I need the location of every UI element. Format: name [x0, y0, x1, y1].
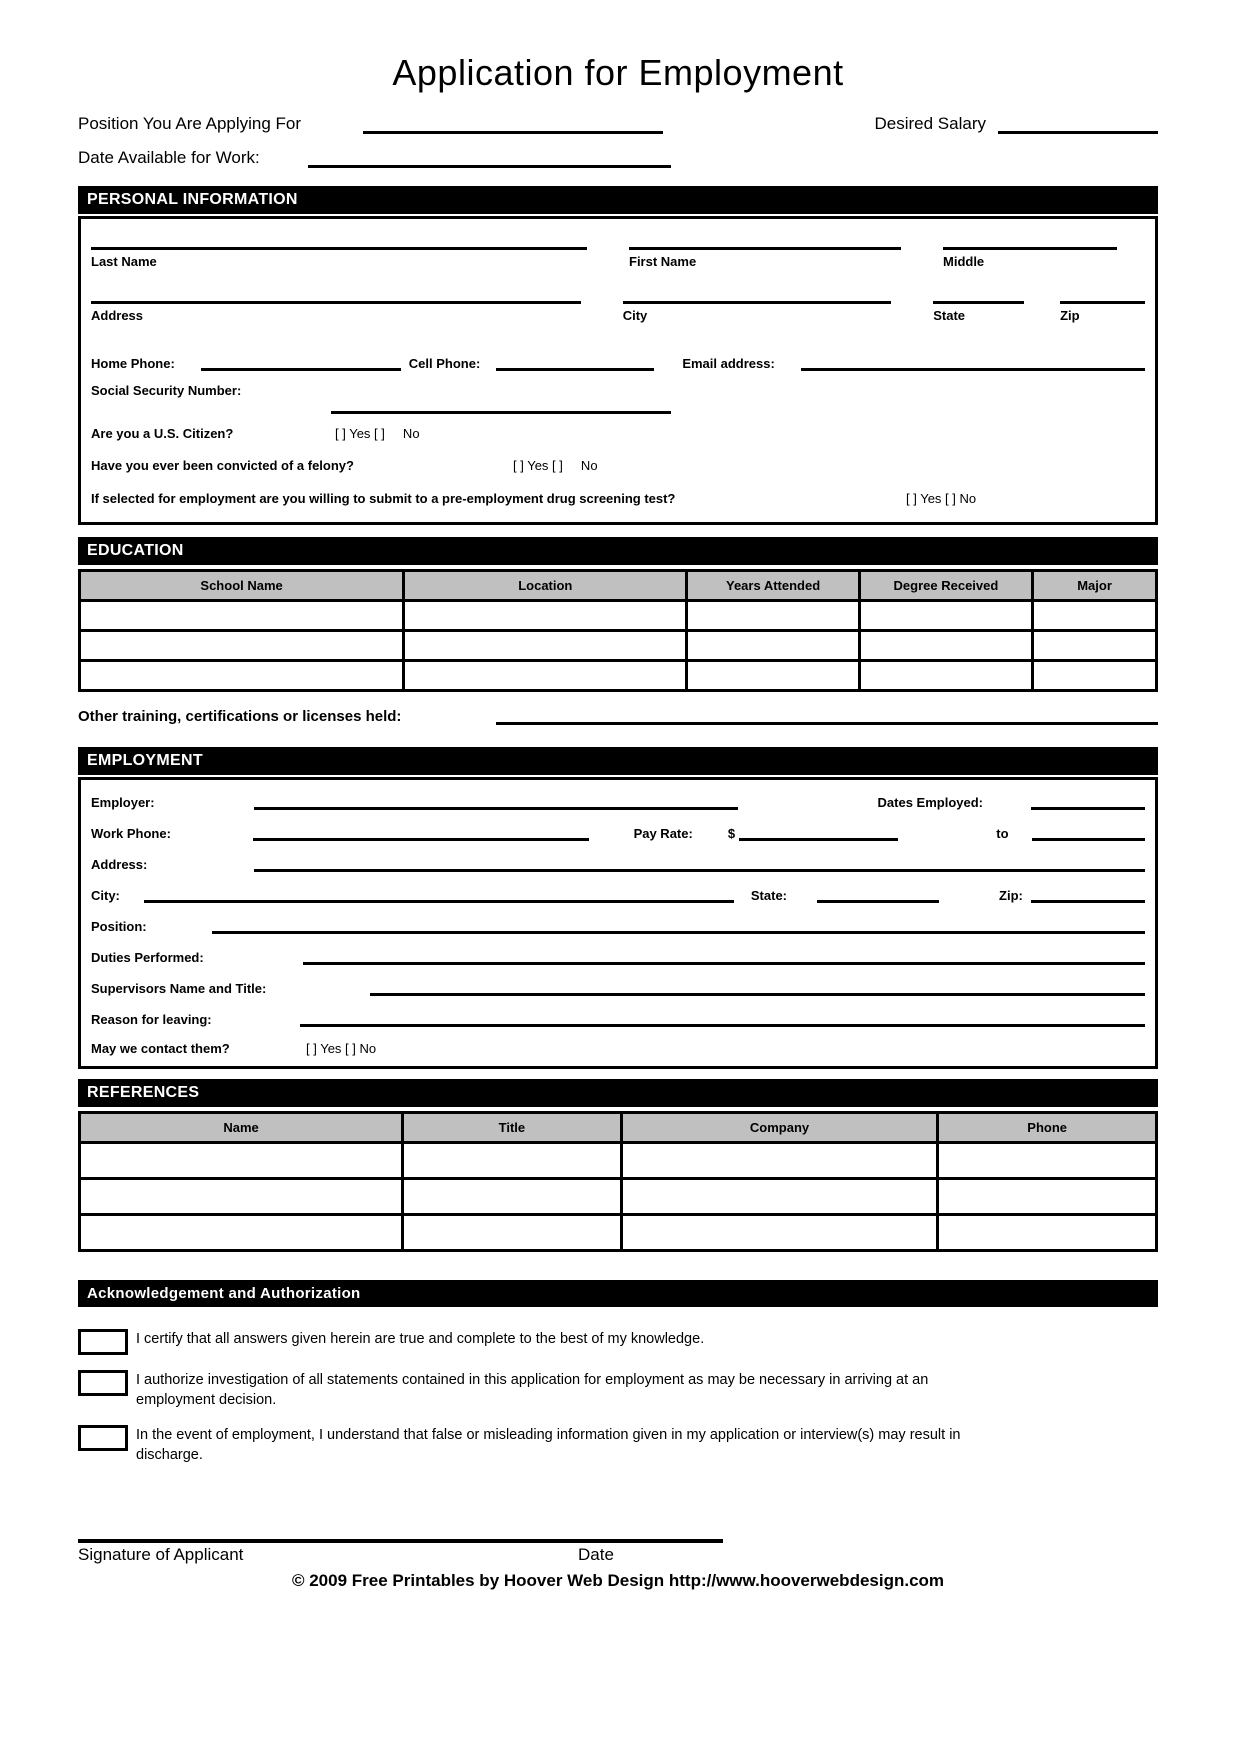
- discharge-statement: In the event of employment, I understand that false or misleading information given in my application or interview(s) may result in discharge.: [136, 1427, 961, 1463]
- employer-zip-label: Zip:: [999, 888, 1023, 903]
- references-row: [80, 1215, 1157, 1251]
- section-references-header: REFERENCES: [78, 1079, 1158, 1107]
- education-cell[interactable]: [404, 631, 687, 661]
- dates-employed-fill-line[interactable]: [1031, 794, 1145, 810]
- references-cell[interactable]: [621, 1179, 938, 1215]
- employer-state-fill-line[interactable]: [817, 887, 939, 903]
- references-table: [78, 1111, 1158, 1252]
- supervisor-row: [81, 980, 1155, 996]
- date-available-row: [78, 148, 1158, 168]
- acknowledgement-item: [78, 1370, 1158, 1410]
- first-name-field[interactable]: [629, 247, 901, 271]
- contact-yes-no-checkboxes[interactable]: [ ] Yes [ ] No: [306, 1041, 377, 1056]
- education-col-major: Major: [1033, 571, 1157, 601]
- education-cell[interactable]: [80, 601, 404, 631]
- references-cell[interactable]: [403, 1143, 622, 1179]
- education-cell[interactable]: [1033, 661, 1157, 691]
- employer-zip-fill-line[interactable]: [1031, 887, 1145, 903]
- drug-screening-question: If selected for employment are you willing to submit to a pre-employment drug screening test?: [91, 491, 676, 506]
- section-education-header: EDUCATION: [78, 537, 1158, 565]
- references-col-name: Name: [80, 1113, 403, 1143]
- felony-question: Have you ever been convicted of a felony?: [91, 458, 354, 473]
- ssn-row: [81, 383, 1155, 398]
- position-row: [81, 918, 1155, 934]
- currency-symbol: $: [727, 826, 736, 841]
- date-available-fill-line[interactable]: [308, 152, 671, 168]
- reason-leaving-fill-line[interactable]: [300, 1011, 1145, 1027]
- ssn-label: Social Security Number:: [91, 383, 242, 398]
- email-label: Email address:: [682, 356, 775, 371]
- signature-fill-line[interactable]: [78, 1523, 723, 1543]
- felony-yes-no-checkboxes[interactable]: [ ] Yes [ ] No: [513, 458, 598, 473]
- signature-label: Signature of Applicant: [78, 1545, 244, 1564]
- city-field[interactable]: [623, 301, 892, 325]
- duties-label: Duties Performed:: [91, 950, 204, 965]
- authorize-statement: I authorize investigation of all statements contained in this application for employment as may be necessary in arriving at an employment decision.: [136, 1372, 929, 1408]
- education-cell[interactable]: [859, 661, 1032, 691]
- acknowledgement-item: [78, 1425, 1158, 1465]
- education-col-years-attended: Years Attended: [687, 571, 859, 601]
- email-fill-line[interactable]: [801, 355, 1145, 371]
- work-phone-fill-line[interactable]: [253, 825, 588, 841]
- other-training-label: Other training, certifications or licenses held:: [78, 708, 402, 725]
- references-header-row: [80, 1113, 1157, 1143]
- desired-salary-label: Desired Salary: [874, 114, 986, 133]
- employer-row: [81, 794, 1155, 810]
- authorize-checkbox[interactable]: [78, 1370, 128, 1396]
- felony-row: [81, 458, 1155, 473]
- last-name-label: Last Name: [91, 254, 157, 269]
- references-cell[interactable]: [80, 1179, 403, 1215]
- phones-row: [81, 355, 1155, 371]
- references-cell[interactable]: [938, 1215, 1157, 1251]
- education-cell[interactable]: [859, 631, 1032, 661]
- education-row: [80, 601, 1157, 631]
- position-held-fill-line[interactable]: [212, 918, 1145, 934]
- education-row: [80, 661, 1157, 691]
- education-header-row: [80, 571, 1157, 601]
- address-label: Address: [91, 308, 144, 323]
- references-cell[interactable]: [80, 1143, 403, 1179]
- education-cell[interactable]: [859, 601, 1032, 631]
- section-personal-header: PERSONAL INFORMATION: [78, 186, 1158, 214]
- reason-leaving-label: Reason for leaving:: [91, 1012, 212, 1027]
- education-cell[interactable]: [80, 631, 404, 661]
- work-phone-label: Work Phone:: [91, 826, 171, 841]
- citizen-row: [81, 426, 1155, 441]
- city-label: City: [622, 308, 648, 323]
- zip-label: Zip: [1060, 308, 1080, 323]
- acknowledgement-item: [78, 1329, 1158, 1355]
- education-cell[interactable]: [1033, 601, 1157, 631]
- drug-screening-row: [81, 491, 1155, 506]
- pay-rate-from-fill-line[interactable]: [739, 825, 898, 841]
- employer-address-fill-line[interactable]: [254, 856, 1145, 872]
- date-label: Date: [578, 1545, 614, 1564]
- employer-city-row: [81, 887, 1155, 903]
- first-name-label: First Name: [629, 254, 697, 269]
- duties-row: [81, 949, 1155, 965]
- supervisor-fill-line[interactable]: [370, 980, 1145, 996]
- signature-block: [78, 1523, 1158, 1591]
- address-row: [81, 301, 1155, 325]
- dates-employed-label: Dates Employed:: [877, 795, 983, 810]
- may-we-contact-question: May we contact them?: [91, 1041, 230, 1056]
- work-phone-row: [81, 825, 1155, 841]
- section-employment-box: [78, 777, 1158, 1069]
- acknowledgement-statements: [78, 1329, 1158, 1465]
- discharge-checkbox[interactable]: [78, 1425, 128, 1451]
- references-cell[interactable]: [621, 1143, 938, 1179]
- date-available-label: Date Available for Work:: [78, 148, 260, 167]
- references-cell[interactable]: [403, 1179, 622, 1215]
- ssn-line-row: [81, 398, 1155, 414]
- education-cell[interactable]: [687, 661, 859, 691]
- position-held-label: Position:: [91, 919, 147, 934]
- last-name-field[interactable]: [91, 247, 587, 271]
- education-cell[interactable]: [404, 661, 687, 691]
- education-row: [80, 631, 1157, 661]
- middle-name-field[interactable]: [943, 247, 1117, 271]
- education-table: [78, 569, 1158, 692]
- education-cell[interactable]: [1033, 631, 1157, 661]
- education-col-school-name: School Name: [80, 571, 404, 601]
- position-fill-line[interactable]: [363, 118, 663, 134]
- education-col-degree-received: Degree Received: [859, 571, 1032, 601]
- references-cell[interactable]: [621, 1215, 938, 1251]
- references-cell[interactable]: [938, 1179, 1157, 1215]
- home-phone-fill-line[interactable]: [201, 355, 401, 371]
- education-cell[interactable]: [687, 601, 859, 631]
- position-salary-row: [78, 114, 1158, 134]
- middle-name-label: Middle: [943, 254, 985, 269]
- references-col-title: Title: [403, 1113, 622, 1143]
- references-row: [80, 1179, 1157, 1215]
- position-label: Position You Are Applying For: [78, 114, 302, 133]
- citizen-yes-no-checkboxes[interactable]: [ ] Yes [ ] No: [335, 426, 420, 441]
- education-cell[interactable]: [687, 631, 859, 661]
- certify-statement: I certify that all answers given herein are true and complete to the best of my knowledge.: [136, 1331, 705, 1347]
- cell-phone-fill-line[interactable]: [496, 355, 654, 371]
- address-field[interactable]: [91, 301, 581, 325]
- name-row: [81, 247, 1155, 271]
- education-cell[interactable]: [404, 601, 687, 631]
- employer-label: Employer:: [91, 795, 155, 810]
- duties-fill-line[interactable]: [303, 949, 1145, 965]
- pay-rate-to-label: to: [996, 826, 1009, 841]
- references-row: [80, 1143, 1157, 1179]
- education-col-location: Location: [404, 571, 687, 601]
- state-field[interactable]: [933, 301, 1024, 325]
- employer-address-row: [81, 856, 1155, 872]
- cell-phone-label: Cell Phone:: [408, 356, 481, 371]
- may-we-contact-row: [81, 1041, 1155, 1056]
- section-employment-header: EMPLOYMENT: [78, 747, 1158, 775]
- certify-checkbox[interactable]: [78, 1329, 128, 1355]
- references-cell[interactable]: [80, 1215, 403, 1251]
- signature-labels-row: [78, 1545, 1158, 1569]
- drug-yes-no-checkboxes[interactable]: [ ] Yes [ ] No: [906, 491, 977, 506]
- employer-city-fill-line[interactable]: [144, 887, 734, 903]
- employer-fill-line[interactable]: [254, 794, 738, 810]
- other-training-fill-line[interactable]: [496, 709, 1158, 725]
- state-label: State: [933, 308, 966, 323]
- page-title: Application for Employment: [392, 52, 844, 93]
- references-col-phone: Phone: [938, 1113, 1157, 1143]
- other-training-row: [78, 708, 1158, 725]
- desired-salary-fill-line[interactable]: [998, 118, 1158, 134]
- employer-address-label: Address:: [91, 857, 148, 872]
- references-col-company: Company: [621, 1113, 938, 1143]
- references-cell[interactable]: [938, 1143, 1157, 1179]
- pay-rate-to-fill-line[interactable]: [1032, 825, 1145, 841]
- citizen-question: Are you a U.S. Citizen?: [91, 426, 234, 441]
- reason-leaving-row: [81, 1011, 1155, 1027]
- home-phone-label: Home Phone:: [91, 356, 175, 371]
- employer-state-label: State:: [750, 888, 788, 903]
- copyright-text: © 2009 Free Printables by Hoover Web Design http://www.hooverwebdesign.com: [291, 1571, 945, 1590]
- section-acknowledgement-header: Acknowledgement and Authorization: [78, 1280, 1158, 1307]
- zip-field[interactable]: [1060, 301, 1145, 325]
- education-cell[interactable]: [80, 661, 404, 691]
- supervisor-label: Supervisors Name and Title:: [91, 981, 267, 996]
- pay-rate-label: Pay Rate:: [633, 826, 693, 841]
- ssn-fill-line[interactable]: [331, 398, 671, 414]
- section-personal-box: [78, 216, 1158, 525]
- references-cell[interactable]: [403, 1215, 622, 1251]
- employer-city-label: City:: [91, 888, 120, 903]
